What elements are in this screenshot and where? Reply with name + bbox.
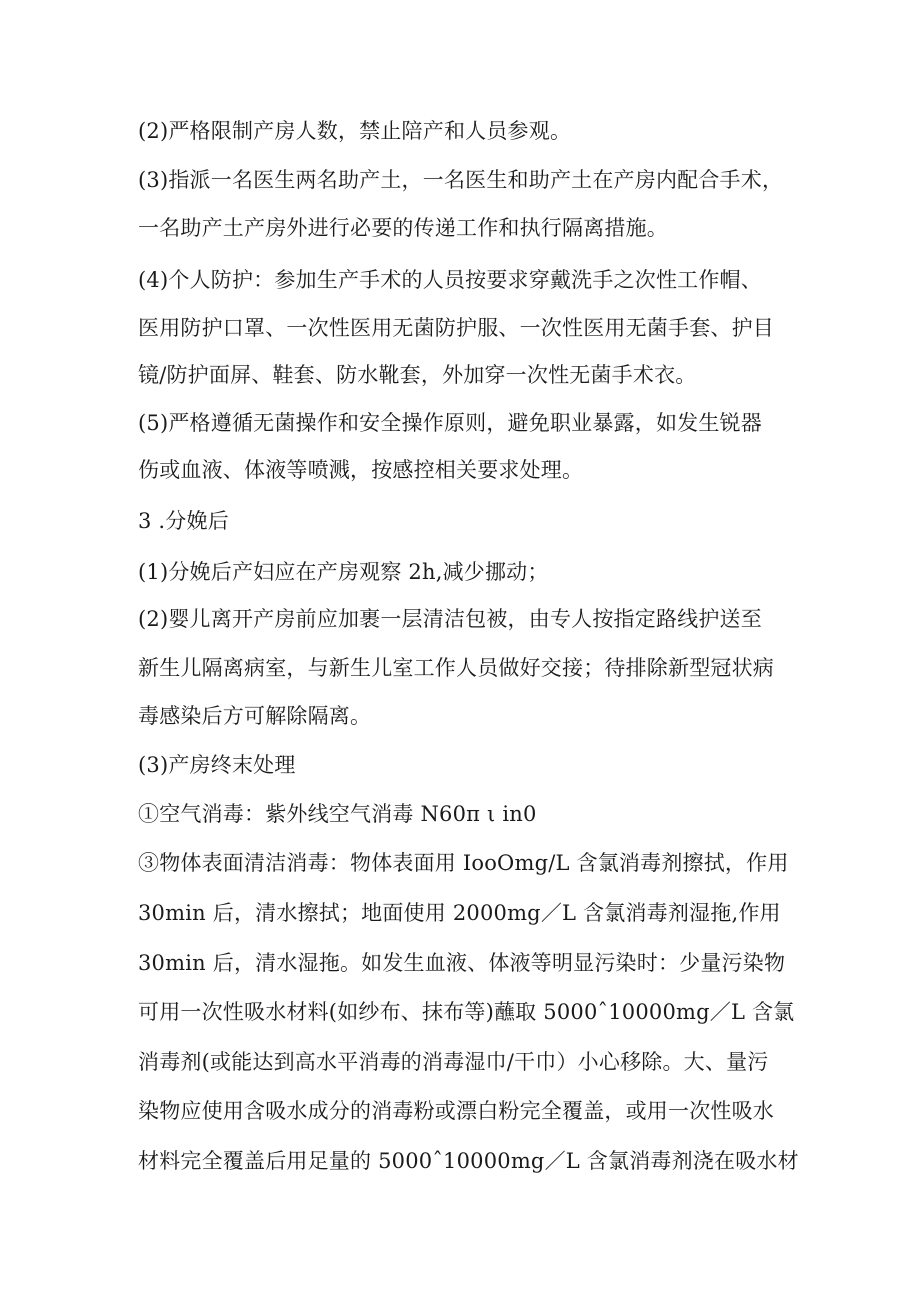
- text-line-8: 伤或血液、体液等喷溅，按感控相关要求处理。: [138, 458, 584, 482]
- text-line-2: (3)指派一名医生两名助产土，一名医生和助产土在产房内配合手术，: [138, 168, 784, 192]
- text-line-15: ①空气消毒：紫外线空气消毒 N60π ι in0: [138, 802, 537, 826]
- text-line-20: 消毒剂(或能达到高水平消毒的消毒湿巾/干巾）小心移除。大、量污: [138, 1050, 769, 1074]
- text-line-13: 毒感染后方可解除隔离。: [138, 704, 372, 728]
- text-line-11: (2)婴儿离开产房前应加裹一层清洁包被，由专人按指定路线护送至: [138, 607, 762, 631]
- text-line-21: 染物应使用含吸水成分的消毒粉或漂白粉完全覆盖，或用一次性吸水: [138, 1099, 774, 1123]
- text-line-10: (1)分娩后产妇应在产房观察 2h,减少挪动；: [138, 560, 549, 584]
- text-line-3: 一名助产土产房外进行必要的传递工作和执行隔离措施。: [138, 216, 668, 240]
- text-line-14: (3)产房终末处理: [138, 753, 296, 777]
- text-line-17: 30min 后，清水擦拭；地面使用 2000mg／L 含氯消毒剂湿拖,作用: [138, 901, 781, 925]
- text-line-19: 可用一次性吸水材料(如纱布、抹布等)蘸取 5000ˆ10000mg／L 含氯: [138, 1000, 795, 1024]
- text-line-16: ③物体表面清洁消毒：物体表面用 IooOmg/L 含氯消毒剂擦拭，作用: [138, 851, 789, 875]
- text-line-22: 材料完全覆盖后用足量的 5000ˆ10000mg／L 含氯消毒剂浇在吸水材: [138, 1149, 799, 1173]
- text-line-4: (4)个人防护：参加生产手术的人员按要求穿戴洗手之次性工作帽、: [138, 268, 762, 292]
- section-heading: 3 .分娩后: [138, 509, 229, 533]
- text-line-5: 医用防护口罩、一次性医用无菌防护服、一次性医用无菌手套、护目: [138, 316, 774, 340]
- text-line-6: 镜/防护面屏、鞋套、防水靴套，外加穿一次性无菌手术衣。: [138, 363, 697, 387]
- text-line-7: (5)严格遵循无菌操作和安全操作原则，避免职业暴露，如发生锐器: [138, 411, 762, 435]
- text-line-12: 新生儿隔离病室，与新生儿室工作人员做好交接；待排除新型冠状病: [138, 656, 774, 680]
- text-line-18: 30min 后，清水湿拖。如发生血液、体液等明显污染时：少量污染物: [138, 951, 786, 975]
- text-line-1: (2)严格限制产房人数，禁止陪产和人员参观。: [138, 119, 572, 143]
